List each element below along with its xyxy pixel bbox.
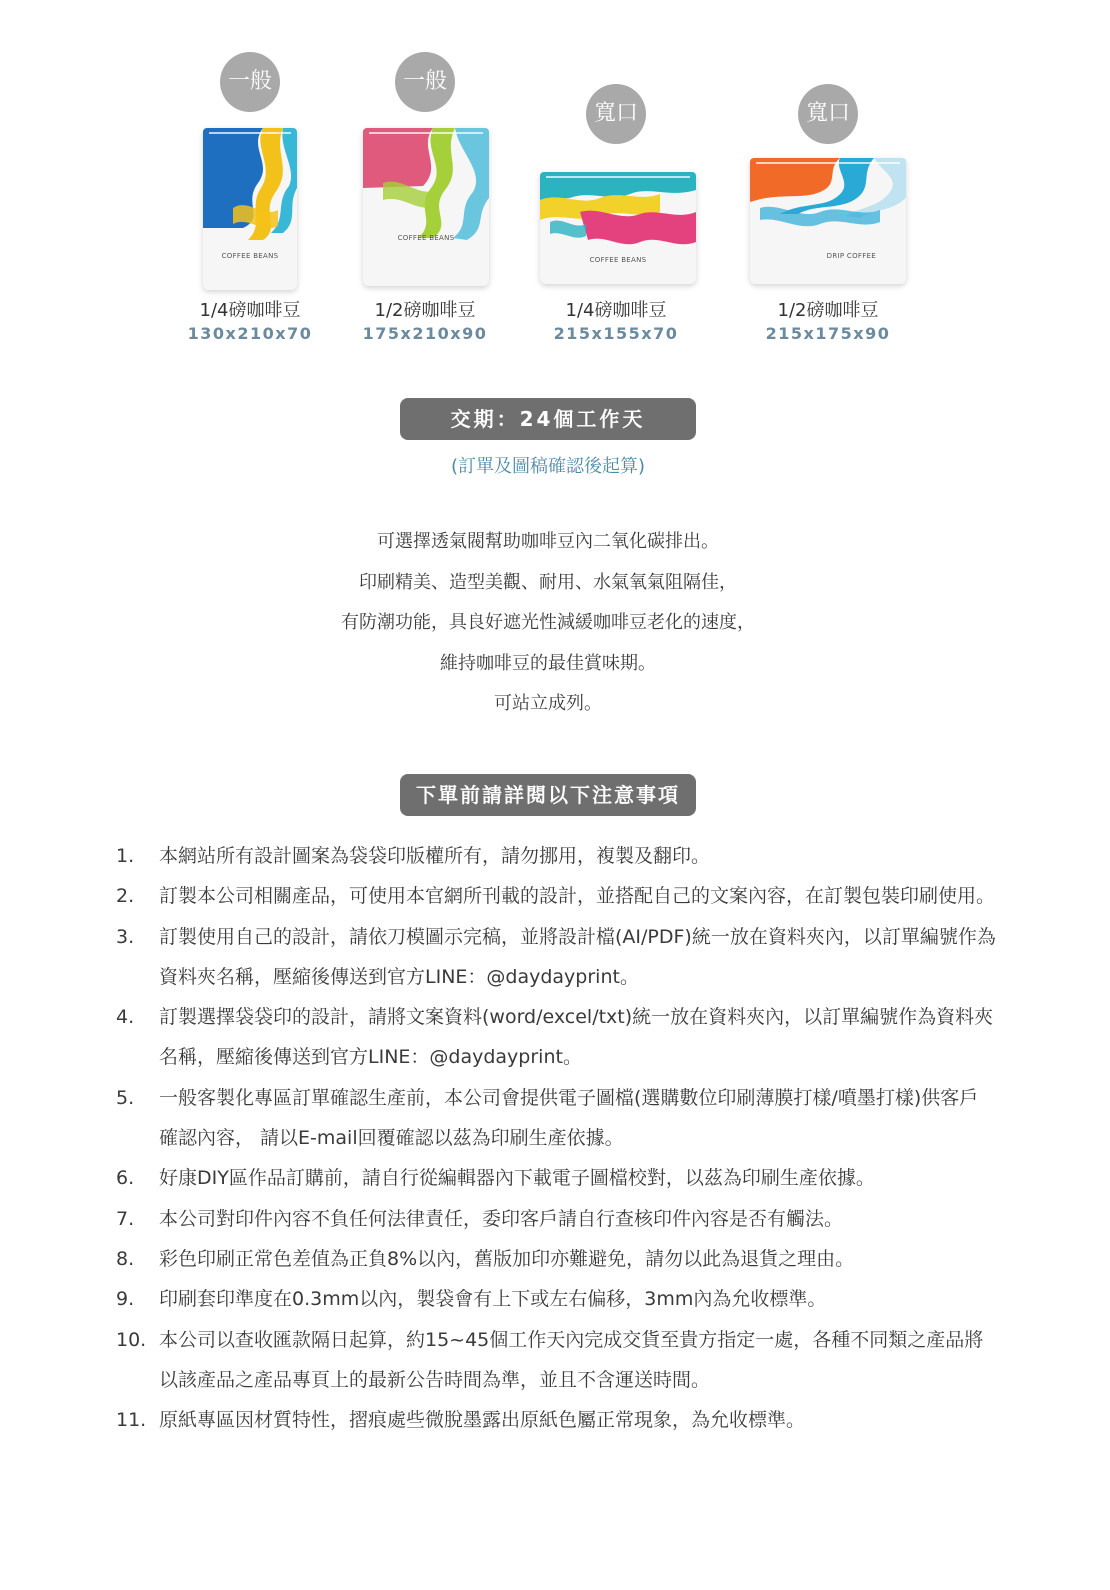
bag-type-badge: 寬口 — [586, 84, 646, 144]
bag-type-badge: 寬口 — [798, 84, 858, 144]
description-line: 可站立成列。 — [494, 693, 602, 714]
notice-item — [116, 1279, 996, 1319]
bag-type-badge: 一般 — [220, 52, 280, 112]
notice-number: 6. — [116, 1167, 135, 1190]
notice-text: 一般客製化專區訂單確認生產前，本公司會提供電子圖檔(選購數位印刷薄膜打樣/噴墨打樣)供客戶確認內容， 請以E-mail回覆確認以茲為印刷生產依據。 — [159, 1086, 979, 1150]
notice-text: 訂製本公司相關產品，可使用本官網所刊載的設計，並搭配自己的文案內容，在訂製包裝印刷使用。 — [159, 885, 996, 908]
product-card[interactable] — [345, 0, 505, 360]
notice-item — [116, 917, 996, 998]
bag-print-text: DRIP COFFEE — [826, 252, 876, 260]
notice-number: 11. — [116, 1409, 147, 1432]
product-dimensions: 215x175x90 — [765, 324, 891, 343]
product-dimensions: 130x210x70 — [187, 324, 313, 343]
bag-print-text: COFFEE BEANS — [589, 256, 647, 264]
product-dimensions: 215x155x70 — [553, 324, 679, 343]
notice-item — [116, 1239, 996, 1279]
bag-print-text: COFFEE BEANS — [221, 252, 279, 260]
product-name: 1/4磅咖啡豆 — [565, 300, 667, 321]
notice-item — [116, 997, 996, 1078]
product-gallery — [0, 0, 1110, 360]
description-line: 有防潮功能，具良好遮光性減緩咖啡豆老化的速度， — [341, 612, 755, 633]
notice-text: 彩色印刷正常色差值為正負8%以內，舊版加印亦難避免，請勿以此為退貨之理由。 — [159, 1247, 855, 1270]
bag-image — [363, 128, 489, 286]
description-line: 維持咖啡豆的最佳賞味期。 — [440, 652, 656, 674]
notice-text: 好康DIY區作品訂購前，請自行從編輯器內下載電子圖檔校對，以茲為印刷生產依據。 — [159, 1167, 875, 1190]
bag-print-text: COFFEE BEANS — [397, 234, 455, 242]
notice-text: 本公司對印件內容不負任何法律責任，委印客戶請自行查核印件內容是否有觸法。 — [159, 1207, 844, 1230]
product-name: 1/2磅咖啡豆 — [374, 300, 476, 321]
notice-number: 10. — [116, 1328, 147, 1351]
notice-title: 下單前請詳閱以下注意事項 — [400, 774, 696, 816]
notice-number: 4. — [116, 1006, 135, 1029]
product-card[interactable] — [180, 0, 320, 360]
product-description — [0, 522, 1096, 725]
product-dimensions: 175x210x90 — [362, 324, 488, 343]
notice-number: 3. — [116, 925, 135, 948]
notice-item — [116, 876, 996, 916]
notice-text: 訂製選擇袋袋印的設計，請將文案資料(word/excel/txt)統一放在資料夾內，以訂單編號作為資料夾名稱，壓縮後傳送到官方LINE：@daydayprint。 — [159, 1006, 994, 1069]
notice-text: 原紙專區因材質特性，摺痕處些微脫墨露出原紙色屬正常現象，為允收標準。 — [159, 1409, 806, 1432]
product-card[interactable] — [742, 0, 914, 360]
notice-text: 印刷套印準度在0.3mm以內，製袋會有上下或左右偏移，3mm內為允收標準。 — [159, 1288, 827, 1311]
notice-number: 9. — [116, 1288, 135, 1311]
notice-list — [116, 836, 996, 1440]
notice-text: 本網站所有設計圖案為袋袋印版權所有，請勿挪用，複製及翻印。 — [159, 845, 711, 867]
lead-time-banner: 交期：24個工作天 — [400, 398, 696, 440]
notice-number: 7. — [116, 1207, 135, 1230]
product-card[interactable] — [532, 0, 700, 360]
notice-number: 8. — [116, 1247, 135, 1270]
notice-number: 5. — [116, 1086, 135, 1109]
notice-number: 2. — [116, 885, 135, 908]
product-name: 1/2磅咖啡豆 — [777, 300, 879, 321]
product-name: 1/4磅咖啡豆 — [199, 300, 301, 321]
notice-item — [116, 1158, 996, 1198]
bag-image — [203, 128, 297, 290]
notice-item — [116, 1078, 996, 1159]
notice-text: 本公司以查收匯款隔日起算，約15~45個工作天內完成交貨至貴方指定一處，各種不同類之產品將以該產品之產品專頁上的最新公告時間為準，並且不含運送時間。 — [159, 1328, 984, 1391]
bag-type-badge: 一般 — [395, 52, 455, 112]
description-line: 可選擇透氣閥幫助咖啡豆內二氧化碳排出。 — [377, 531, 719, 552]
bag-image — [750, 158, 906, 284]
notice-text: 訂製使用自己的設計，請依刀模圖示完稿，並將設計檔(AI/PDF)統一放在資料夾內，以訂單編號作為資料夾名稱，壓縮後傳送到官方LINE：@daydayprint。 — [159, 925, 996, 988]
notice-item — [116, 1320, 996, 1401]
bag-image — [540, 172, 696, 284]
notice-item — [116, 1199, 996, 1239]
notice-item — [116, 1400, 996, 1440]
lead-time-note: (訂單及圖稿確認後起算) — [450, 456, 646, 477]
description-line: 印刷精美、造型美觀、耐用、水氣氧氣阻隔佳， — [359, 571, 737, 593]
notice-number: 1. — [116, 845, 135, 867]
notice-item — [116, 836, 996, 876]
